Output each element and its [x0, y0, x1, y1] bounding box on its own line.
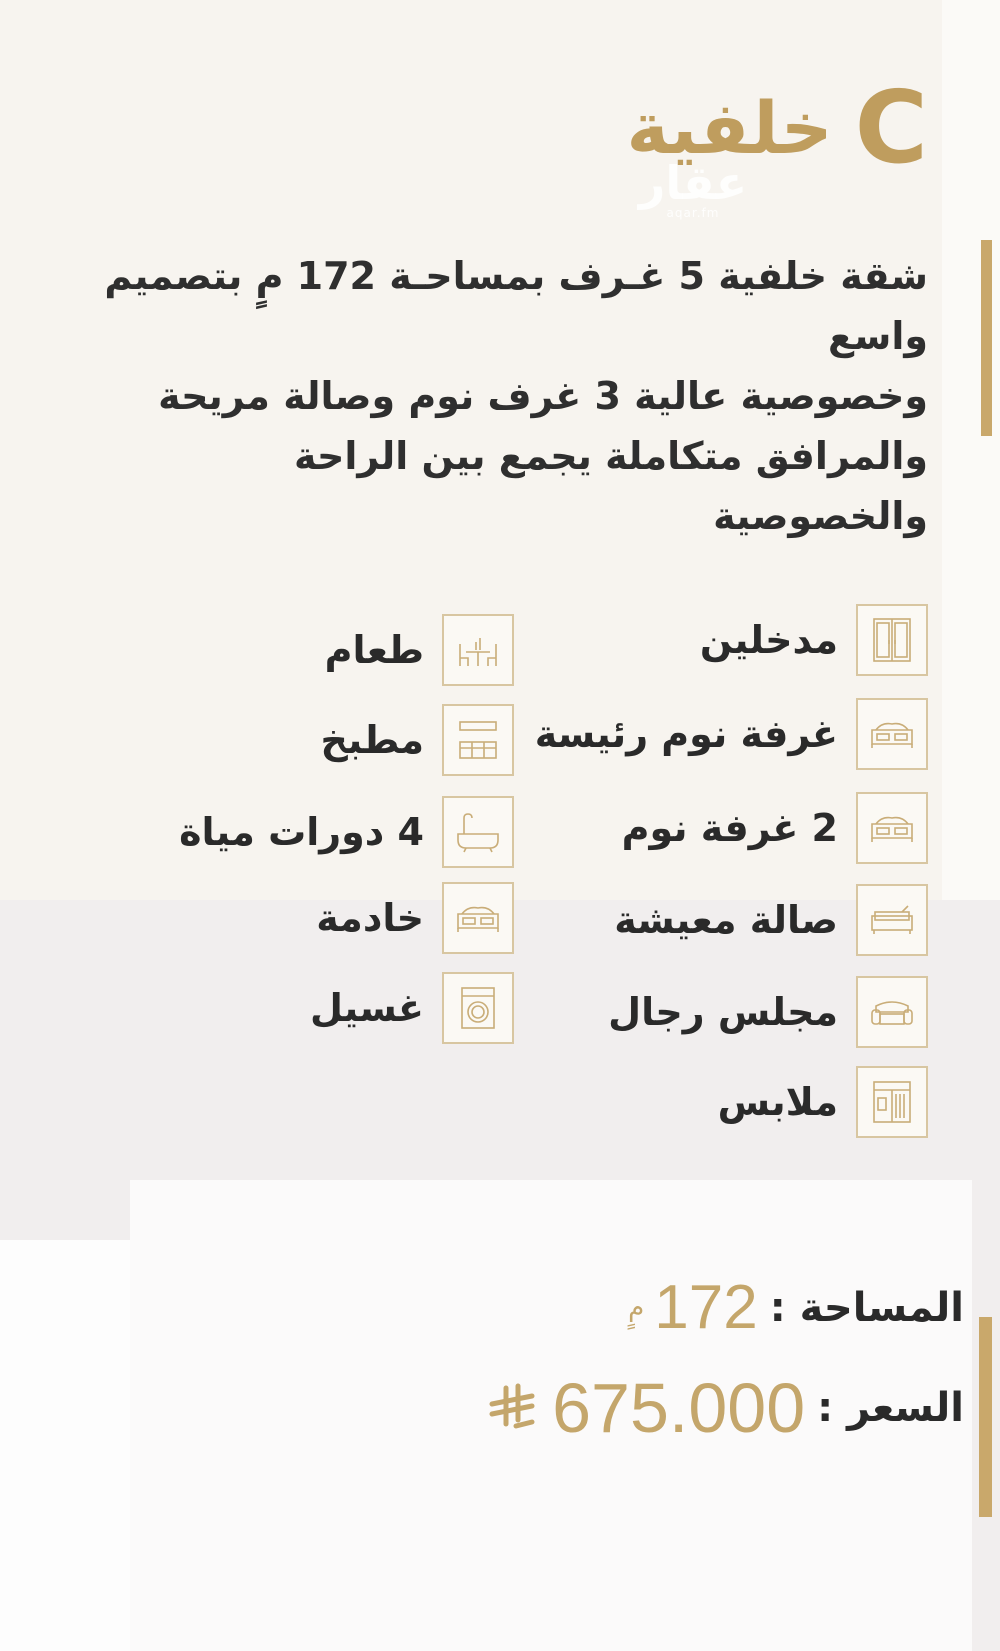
area-unit: مٍ: [628, 1292, 645, 1323]
washing-machine-icon: [442, 972, 514, 1044]
feature-label: 2 غرفة نوم: [621, 806, 838, 850]
feature-label: صالة معيشة: [614, 898, 838, 942]
feature-label: غسيل: [309, 986, 424, 1030]
feature-men-majlis: [608, 976, 928, 1048]
feature-maid-room: [316, 882, 514, 954]
feature-label: مجلس رجال: [608, 990, 838, 1034]
watermark-arabic: عقار: [638, 156, 748, 210]
price-row: [486, 1368, 964, 1448]
feature-label: 4 دورات مياة: [179, 810, 424, 854]
kitchen-icon: [442, 704, 514, 776]
feature-laundry: [310, 972, 514, 1044]
armchair-icon: [856, 976, 928, 1048]
bathtub-icon: [442, 796, 514, 868]
feature-bedrooms: [622, 792, 928, 864]
description-line: وخصوصية عالية 3 غرف نوم وصالة مريحة: [158, 374, 928, 418]
area-row: [628, 1272, 964, 1343]
unit-letter: C: [854, 69, 928, 186]
description-accent-bar: [981, 240, 992, 436]
wardrobe-icon: [856, 1066, 928, 1138]
info-accent-bar: [979, 1317, 992, 1517]
description-line: والخصوصية: [713, 494, 928, 538]
feature-master-bedroom: [535, 698, 928, 770]
description-line: والمرافق متكاملة يجمع بين الراحة: [293, 434, 928, 478]
description: [68, 246, 928, 546]
area-value: 172: [654, 1273, 758, 1342]
double-door-icon: [856, 604, 928, 676]
bed-icon: [442, 882, 514, 954]
price-value: 675.000: [552, 1369, 806, 1447]
bed-icon: [856, 792, 928, 864]
unit-type: خلفية: [626, 86, 833, 170]
watermark-latin: aqar.fm: [666, 206, 720, 220]
sofa-icon: [856, 884, 928, 956]
feature-label: مطبخ: [320, 718, 424, 762]
watermark-logo: [608, 156, 778, 220]
price-label: السعر :: [817, 1385, 964, 1431]
feature-label: خادمة: [316, 896, 424, 940]
area-label: المساحة :: [769, 1284, 964, 1331]
feature-living-room: [614, 884, 928, 956]
feature-label: مدخلين: [699, 618, 838, 662]
feature-dining: [325, 614, 514, 686]
feature-kitchen: [321, 704, 514, 776]
background-corner: [0, 1240, 130, 1651]
feature-label: ملابس: [717, 1080, 838, 1124]
feature-bathrooms: [179, 796, 514, 868]
bed-icon: [856, 698, 928, 770]
feature-dressing-room: [718, 1066, 928, 1138]
feature-label: طعام: [324, 628, 424, 672]
feature-label: غرفة نوم رئيسة: [534, 712, 838, 756]
feature-entrances: [700, 604, 928, 676]
description-line: شقة خلفية 5 غـرف بمساحـة 172 مٍ بتصميم واسع: [104, 254, 928, 358]
dining-table-icon: [442, 614, 514, 686]
saudi-riyal-icon: [486, 1382, 538, 1434]
